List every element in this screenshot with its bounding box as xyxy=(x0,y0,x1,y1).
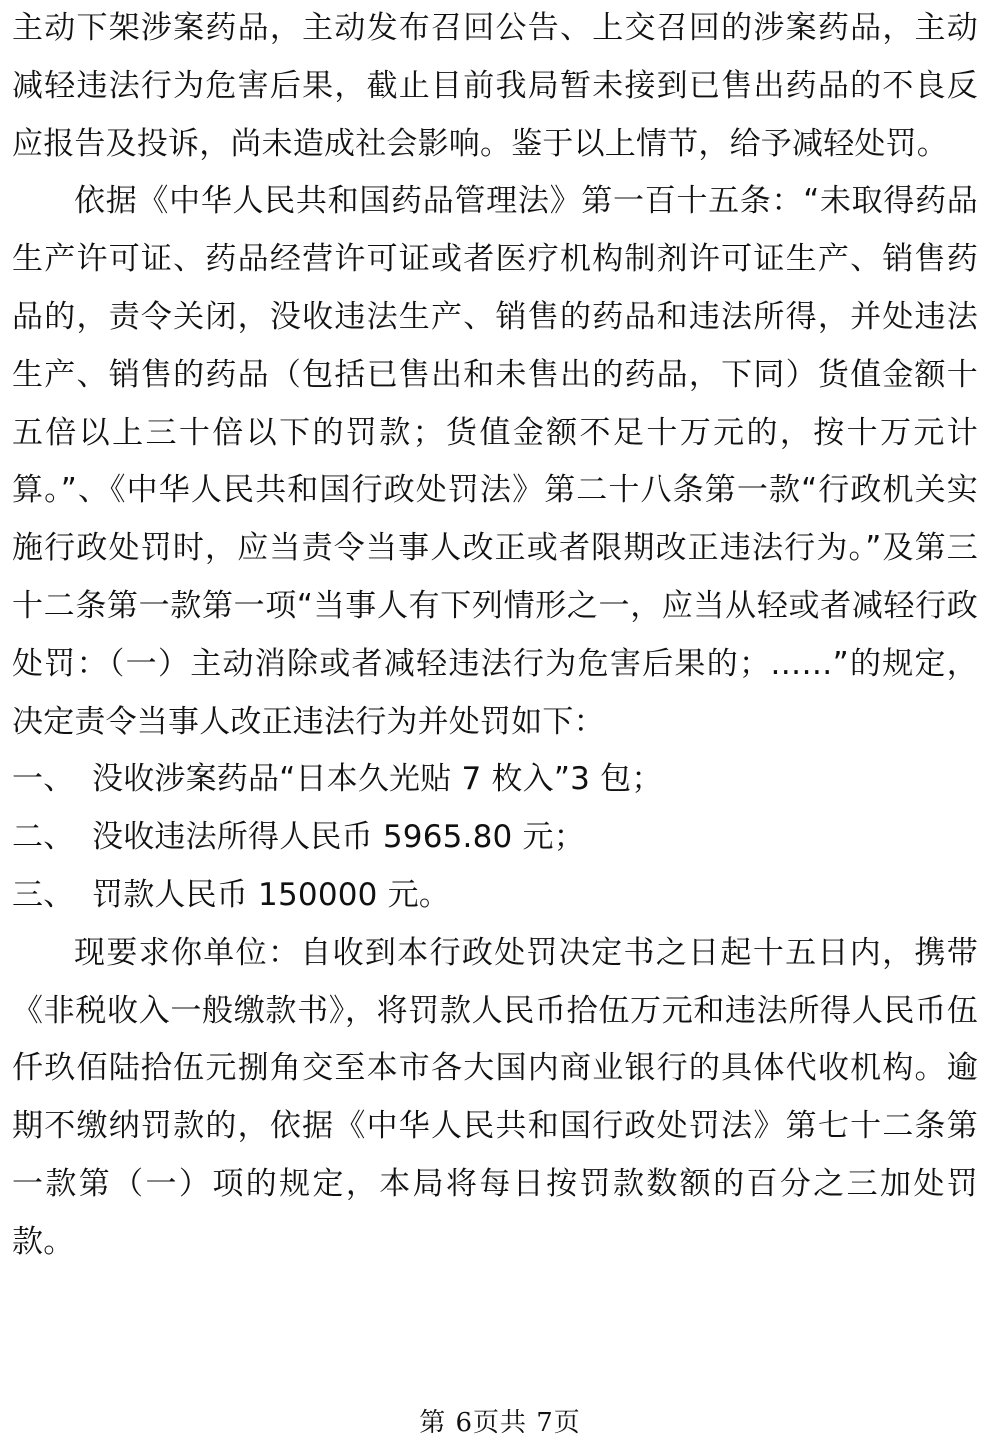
page-number-footer: 第 6页共 7页 xyxy=(419,1408,581,1438)
paragraph-payment-instructions: 现要求你单位：自收到本行政处罚决定书之日起十五日内，携带《非税收入一般缴款书》，将罚款人民币拾伍万元和违法所得人民币伍仟玖佰陆拾伍元捌角交至本市各大国内商业银行的具体代收机构。逾期不缴纳罚款的，依据《中华人民共和国行政处罚法》第七十二条第一款第（一）项的规定，本局将每日按罚款数额的百分之三加处罚款。 xyxy=(12,934,978,1260)
penalty-item-text: 罚款人民币 150000 元。 xyxy=(92,876,451,913)
paragraph-mitigation: 主动下架涉案药品，主动发布召回公告、上交召回的涉案药品，主动减轻违法行为危害后果，截止目前我局暂未接到已售出药品的不良反应报告及投诉，尚未造成社会影响。鉴于以上情节，给予减轻处罚。 xyxy=(12,10,978,162)
penalty-item-text: 没收违法所得人民币 5965.80 元； xyxy=(92,819,585,856)
penalty-item-number: 三、 xyxy=(12,876,75,913)
penalty-item-text: 没收涉案药品“日本久光贴 7 枚入”3 包； xyxy=(92,761,663,798)
penalty-item-number: 二、 xyxy=(12,819,75,856)
penalty-item-1 xyxy=(12,751,978,809)
penalty-item-number: 一、 xyxy=(12,761,75,798)
paragraph-legal-basis: 依据《中华人民共和国药品管理法》第一百十五条：“未取得药品生产许可证、药品经营许可证或者医疗机构制剂许可证生产、销售药品的，责令关闭，没收违法生产、销售的药品和违法所得，并处违法生产、销售的药品（包括已售出和未售出的药品，下同）货值金额十五倍以上三十倍以下的罚款；货值金额不足十万元的，按十万元计算。”、《中华人民共和国行政处罚法》第二十八条第一款“行政机关实施行政处罚时，应当责令当事人改正或者限期改正违法行为。”及第三十二条第一款第一项“当事人有下列情形之一，应当从轻或者减轻行政处罚：（一）主动消除或者减轻违法行为危害后果的；……”的规定，决定责令当事人改正违法行为并处罚如下： xyxy=(12,183,978,740)
penalty-item-2 xyxy=(12,809,978,867)
penalty-item-3 xyxy=(12,867,978,925)
document-body xyxy=(12,0,978,1272)
